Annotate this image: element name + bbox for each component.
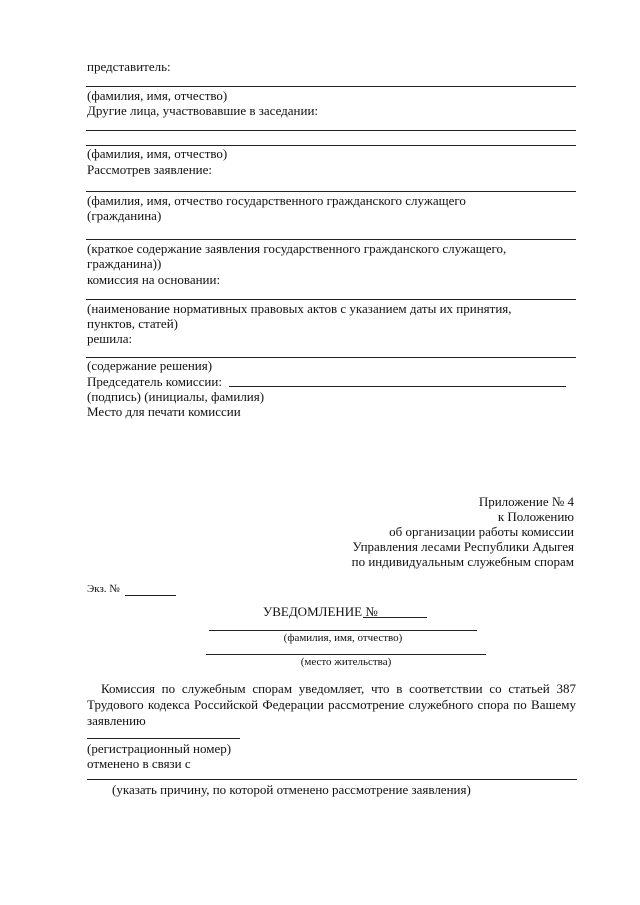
registration-number-line[interactable] [87, 738, 240, 739]
copy-number-line[interactable] [125, 595, 176, 596]
fio-caption-2: (фамилия, имя, отчество) [87, 146, 228, 161]
reason-field-line[interactable] [87, 779, 577, 780]
considered-label: Рассмотрев заявление: [87, 162, 212, 177]
acts-caption-1: (наименование нормативных правовых актов с указанием даты их принятия, [87, 301, 512, 316]
fio-caption: (фамилия, имя, отчество) [87, 88, 228, 103]
cancelled-label: отменено в связи с [87, 756, 191, 771]
acts-caption-2: пунктов, статей) [87, 316, 178, 331]
notice-fio-caption: (фамилия, имя, отчество) [283, 632, 403, 644]
appendix-line-3: об организации работы комиссии [389, 524, 574, 539]
appendix-line-4: Управления лесами Республики Адыгея [352, 539, 574, 554]
decided-label: решила: [87, 331, 133, 346]
copy-number-label: Экз. № [87, 583, 120, 595]
reason-caption: (указать причину, по которой отменено рассмотрение заявления) [112, 782, 471, 797]
summary-field-line[interactable] [86, 239, 576, 240]
notice-title: УВЕДОМЛЕНИЕ № [263, 604, 378, 619]
servant-fio-caption-1: (фамилия, имя, отчество государственного гражданского служащего [87, 193, 466, 208]
servant-fio-caption-2: (гражданина) [87, 208, 162, 223]
decision-caption: (содержание решения) [87, 358, 213, 373]
representative-field-line[interactable] [86, 86, 576, 87]
appendix-line-1: Приложение № 4 [478, 494, 574, 509]
servant-fio-field-line[interactable] [86, 191, 576, 192]
others-label: Другие лица, участвовавшие в заседании: [87, 103, 319, 118]
signature-caption: (подпись) (инициалы, фамилия) [87, 389, 265, 404]
seal-label: Место для печати комиссии [87, 404, 241, 419]
commission-basis-label: комиссия на основании: [87, 272, 221, 287]
notice-number-line[interactable] [363, 617, 427, 618]
others-field-line-1[interactable] [86, 130, 576, 131]
chairman-label: Председатель комиссии: [87, 374, 222, 389]
appendix-line-5: по индивидуальным служебным спорам [351, 554, 574, 569]
representative-label: представитель: [87, 59, 171, 74]
summary-caption-2: гражданина)) [87, 256, 162, 271]
chairman-signature-line[interactable] [229, 386, 566, 387]
notice-body-text: Комиссия по служебным спорам уведомляет, что в соответствии со статьей 387 Трудового кодекса Российской Федерации рассмотрение служебного спора по Вашему заявлению [87, 681, 576, 728]
acts-field-line[interactable] [86, 299, 576, 300]
summary-caption-1: (краткое содержание заявления государственного гражданского служащего, [87, 241, 507, 256]
residence-caption: (место жительства) [300, 656, 392, 668]
residence-line[interactable] [206, 654, 486, 655]
notice-fio-line[interactable] [209, 630, 477, 631]
registration-number-caption: (регистрационный номер) [87, 741, 232, 756]
appendix-line-2: к Положению [497, 509, 574, 524]
